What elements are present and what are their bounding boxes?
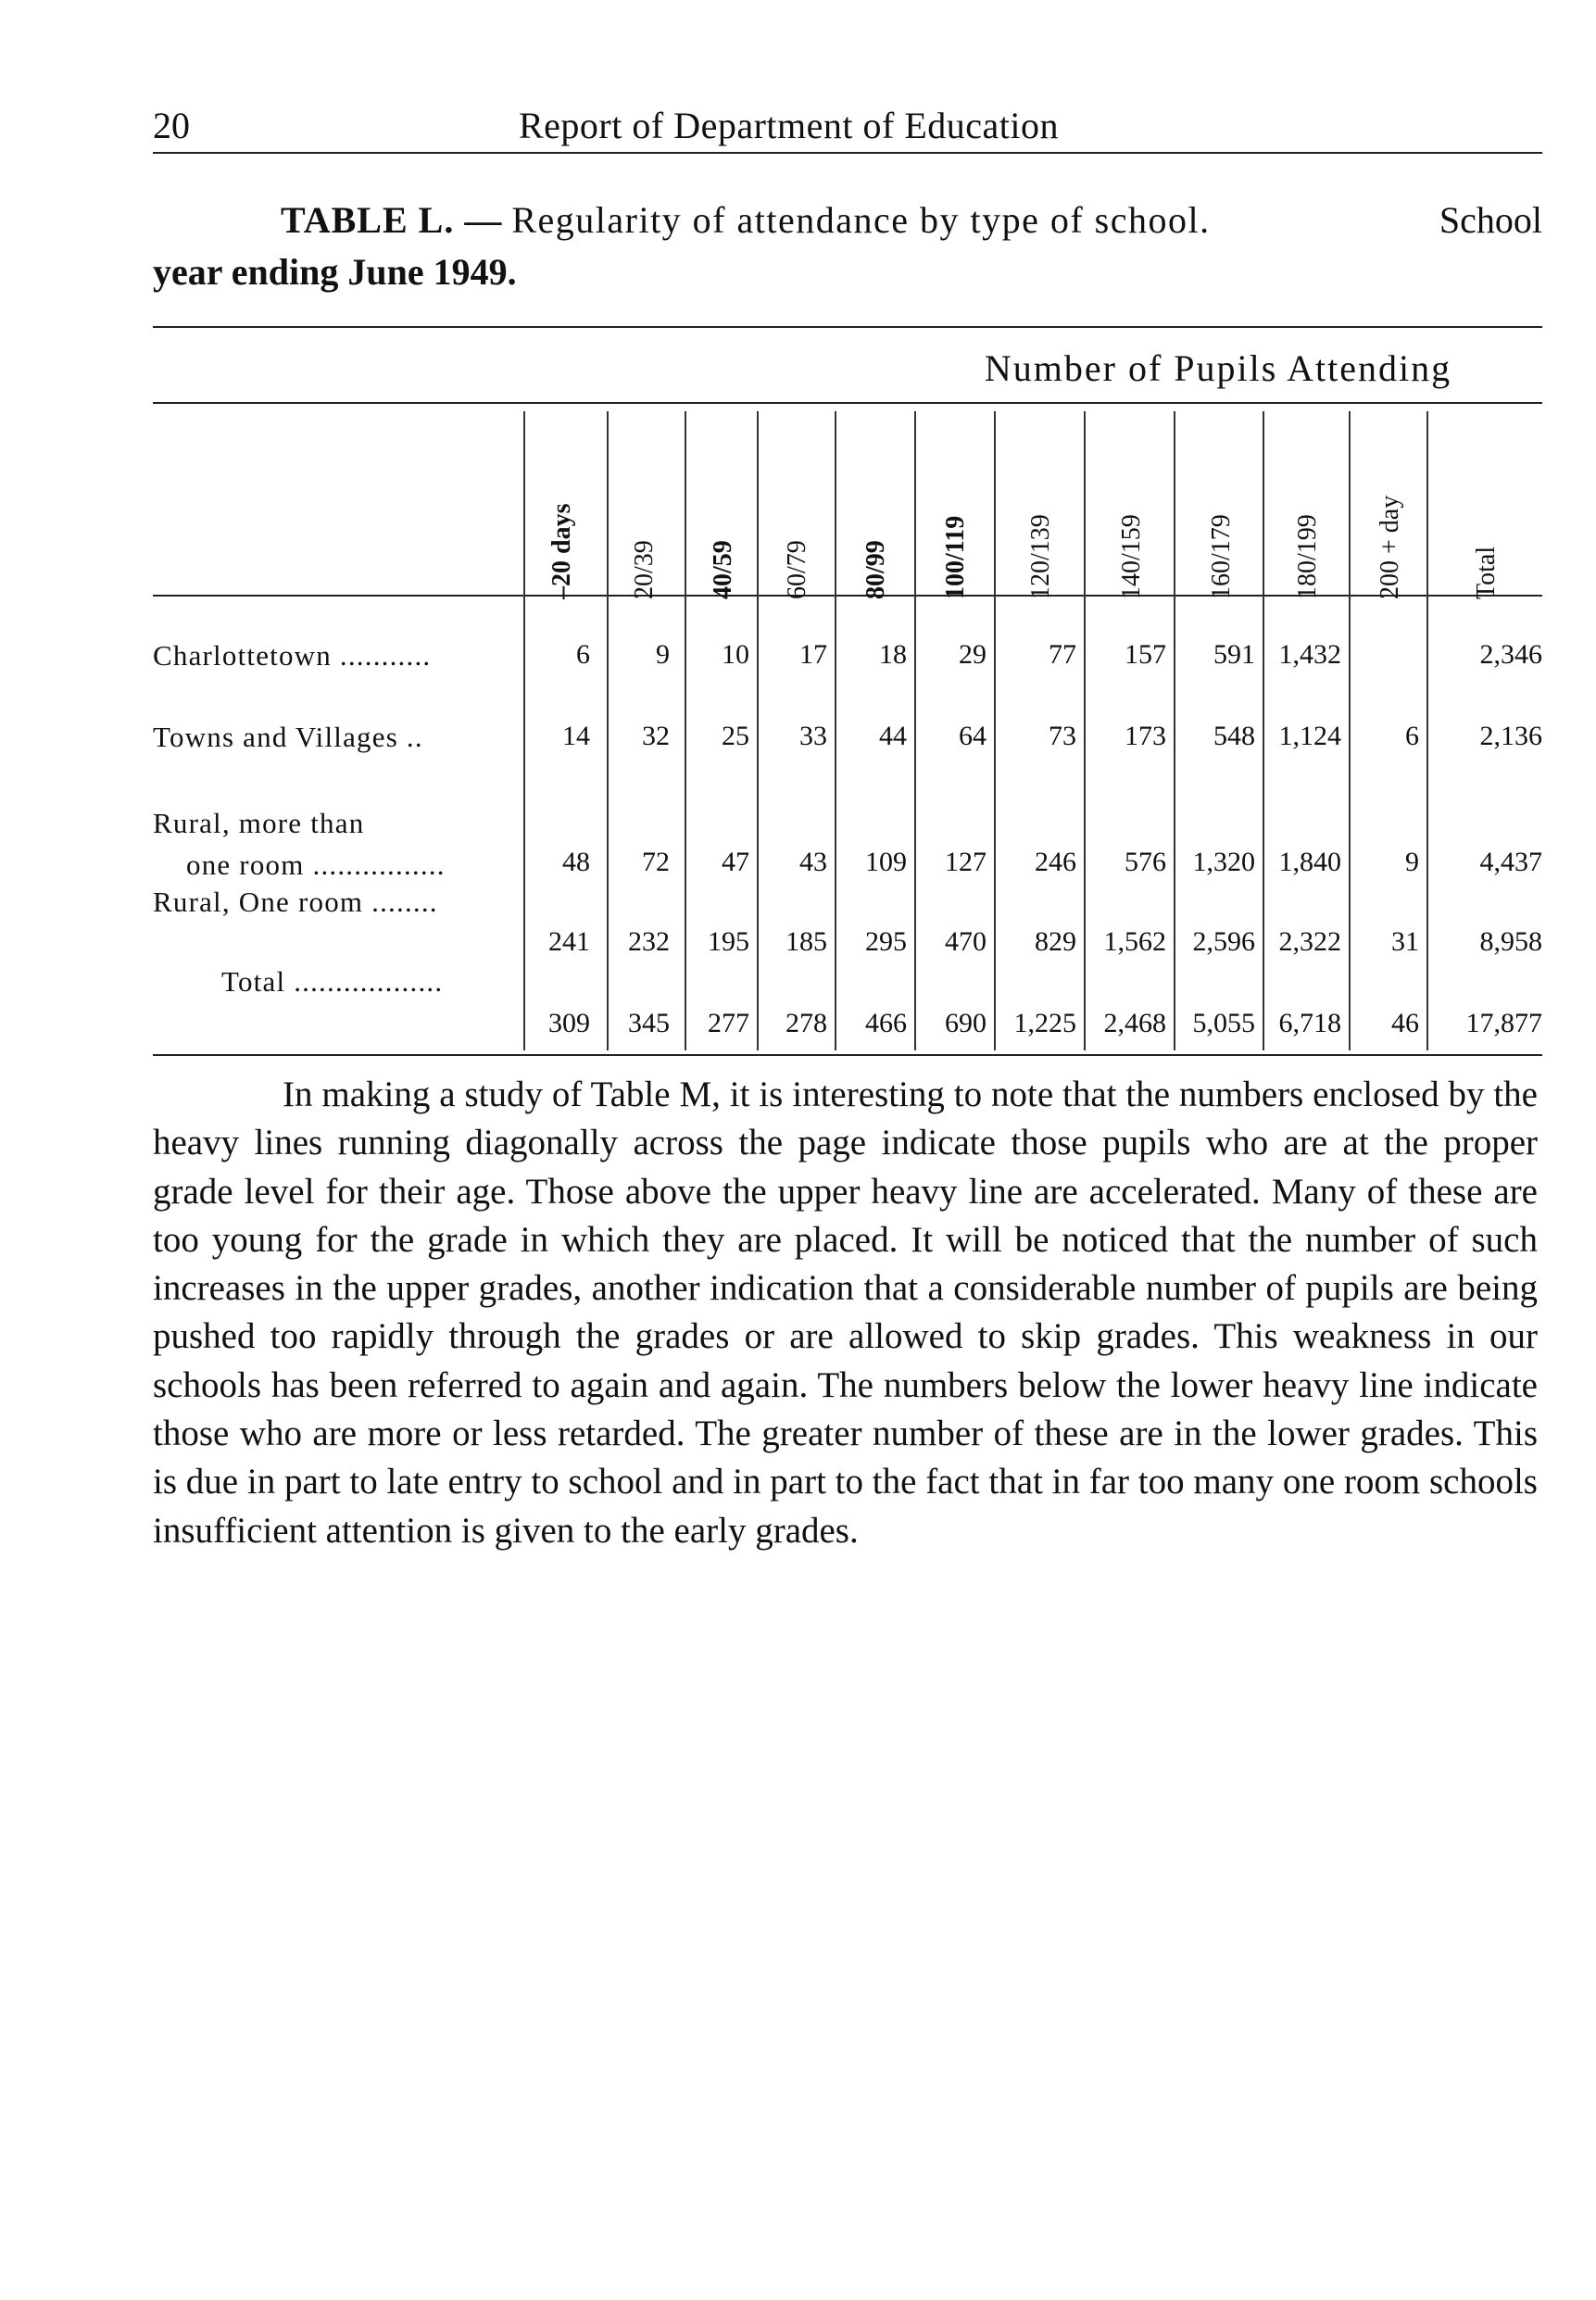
row-label: Rural, One room ........ xyxy=(153,886,438,918)
table-caption xyxy=(153,195,1542,298)
caption-lead: Regularity of attendance by type of school. xyxy=(511,199,1211,241)
table-cell: 2,468 xyxy=(1103,1008,1166,1038)
caption-label: TABLE L. — xyxy=(281,199,503,241)
column-header-label: 60/79 xyxy=(783,540,811,599)
table-cell: 1,320 xyxy=(1192,847,1255,877)
header-rule xyxy=(153,152,1542,154)
row-label: Total .................. xyxy=(221,965,444,998)
caption-line-2: year ending June 1949. xyxy=(153,251,517,293)
table-cell: 1,840 xyxy=(1278,847,1341,877)
table-cell: 32 xyxy=(642,721,670,751)
table-cell: 277 xyxy=(708,1008,749,1038)
table-cell: 173 xyxy=(1125,721,1166,751)
table-cell: 1,225 xyxy=(1013,1008,1076,1038)
running-header xyxy=(153,104,1542,150)
table-cell: 185 xyxy=(785,926,827,957)
table-cell: 18 xyxy=(879,639,907,670)
table-cell: 25 xyxy=(722,721,749,751)
column-header-label: –20 days xyxy=(547,503,576,599)
column-header-label: Total xyxy=(1471,546,1501,599)
table-cell: 576 xyxy=(1125,847,1166,877)
table-cell: 8,958 xyxy=(1479,926,1542,957)
table-cell: 47 xyxy=(722,847,749,877)
table-cell: 48 xyxy=(562,847,590,877)
table-span-title: Number of Pupils Attending xyxy=(984,347,1452,389)
table-cell: 2,596 xyxy=(1192,926,1255,957)
table-cell: 466 xyxy=(865,1008,907,1038)
column-header xyxy=(998,423,1084,599)
table-cell: 2,346 xyxy=(1479,639,1542,670)
column-header-label: 40/59 xyxy=(708,540,737,599)
table-cell: 109 xyxy=(865,847,907,877)
table-top-rule xyxy=(153,326,1542,328)
caption-end-word: School xyxy=(1439,199,1542,241)
table-cell: 44 xyxy=(879,721,907,751)
table-cell: 72 xyxy=(642,847,670,877)
column-header-label: 140/159 xyxy=(1116,514,1146,599)
row-label: Rural, more than one room ................ xyxy=(153,807,446,881)
column-header xyxy=(1180,423,1263,599)
table-cell: 10 xyxy=(722,639,749,670)
table-cell: 548 xyxy=(1213,721,1255,751)
body-paragraph: In making a study of Table M, it is interesting to note that the numbers enclosed by the heavy lines running diagonally across the page indicate those pupils who are at the proper grade level for their age. Those above the upper heavy line are accelerated. Many of these are too young for the grade in which they are placed. It will be noticed that the number of such increases in the upper grades, another indication that a considerable number of pupils are being pushed too rapidly through the grades or are allowed to skip grades. This weakness in our schools has been referred to again and again. The numbers below the lower heavy line indicate those who are more or less retarded. The greater number of these are in the lower grades. This is due in part to late entry to school and in part to the fact that in far too many one room schools insufficient attention is given to the early grades. xyxy=(153,1075,1538,1551)
table-cell: 295 xyxy=(865,926,907,957)
table-cell: 246 xyxy=(1035,847,1076,877)
column-header-label: 200 + day xyxy=(1376,495,1404,599)
table-cell: 690 xyxy=(945,1008,987,1038)
table-cell: 1,562 xyxy=(1103,926,1166,957)
column-header xyxy=(526,423,597,599)
caption-line-1 xyxy=(153,195,1542,246)
table-cell: 127 xyxy=(945,847,987,877)
table-cell: 157 xyxy=(1125,639,1166,670)
column-header xyxy=(1430,423,1542,599)
table-cell: 241 xyxy=(548,926,590,957)
table-cell: 14 xyxy=(562,721,590,751)
table-cell: 6 xyxy=(1405,721,1419,751)
column-header-label: 120/139 xyxy=(1025,514,1055,599)
table-cell: 591 xyxy=(1213,639,1255,670)
table-cell: 4,437 xyxy=(1479,847,1542,877)
table-bottom-rule xyxy=(153,1054,1542,1056)
table-cell: 17,877 xyxy=(1465,1008,1542,1038)
column-header-label: 180/199 xyxy=(1292,514,1322,599)
table-cell: 46 xyxy=(1391,1008,1419,1038)
attendance-table xyxy=(153,326,1542,1058)
table-cell: 1,124 xyxy=(1278,721,1341,751)
table-cell: 1,432 xyxy=(1278,639,1341,670)
table-cell: 6,718 xyxy=(1278,1008,1341,1038)
table-cell: 829 xyxy=(1035,926,1076,957)
table-cell: 33 xyxy=(799,721,827,751)
column-header xyxy=(612,423,677,599)
table-cell: 2,322 xyxy=(1278,926,1341,957)
column-header xyxy=(1089,423,1174,599)
span-rule xyxy=(153,402,1542,404)
table-cell: 43 xyxy=(799,847,827,877)
column-header xyxy=(689,423,757,599)
table-cell: 278 xyxy=(785,1008,827,1038)
table-cell: 5,055 xyxy=(1192,1008,1255,1038)
column-header xyxy=(1266,423,1349,599)
table-cell: 77 xyxy=(1049,639,1076,670)
column-header-label: 80/99 xyxy=(861,540,890,599)
page-number: 20 xyxy=(153,105,190,146)
running-title: Report of Department of Education xyxy=(519,105,1059,146)
column-header-label: 160/179 xyxy=(1206,514,1236,599)
table-cell: 232 xyxy=(628,926,670,957)
table-cell: 29 xyxy=(959,639,987,670)
table-cell: 73 xyxy=(1049,721,1076,751)
column-header xyxy=(760,423,835,599)
table-cell: 345 xyxy=(628,1008,670,1038)
row-label: Charlottetown ........... xyxy=(153,639,432,672)
table-cell: 9 xyxy=(1405,847,1419,877)
table-cell: 195 xyxy=(708,926,749,957)
table-cell: 9 xyxy=(656,639,670,670)
table-cell: 2,136 xyxy=(1479,721,1542,751)
table-cell: 31 xyxy=(1391,926,1419,957)
column-header xyxy=(917,423,994,599)
column-header-label: 20/39 xyxy=(630,540,659,599)
column-header xyxy=(837,423,914,599)
table-cell: 64 xyxy=(959,721,987,751)
table-cell: 470 xyxy=(945,926,987,957)
column-header-label: 100/119 xyxy=(940,515,970,599)
row-label: Towns and Villages .. xyxy=(153,721,423,753)
table-cell: 6 xyxy=(576,639,590,670)
table-cell: 309 xyxy=(548,1008,590,1038)
body-text xyxy=(153,1071,1538,1555)
column-header xyxy=(1354,423,1426,599)
table-cell: 17 xyxy=(799,639,827,670)
